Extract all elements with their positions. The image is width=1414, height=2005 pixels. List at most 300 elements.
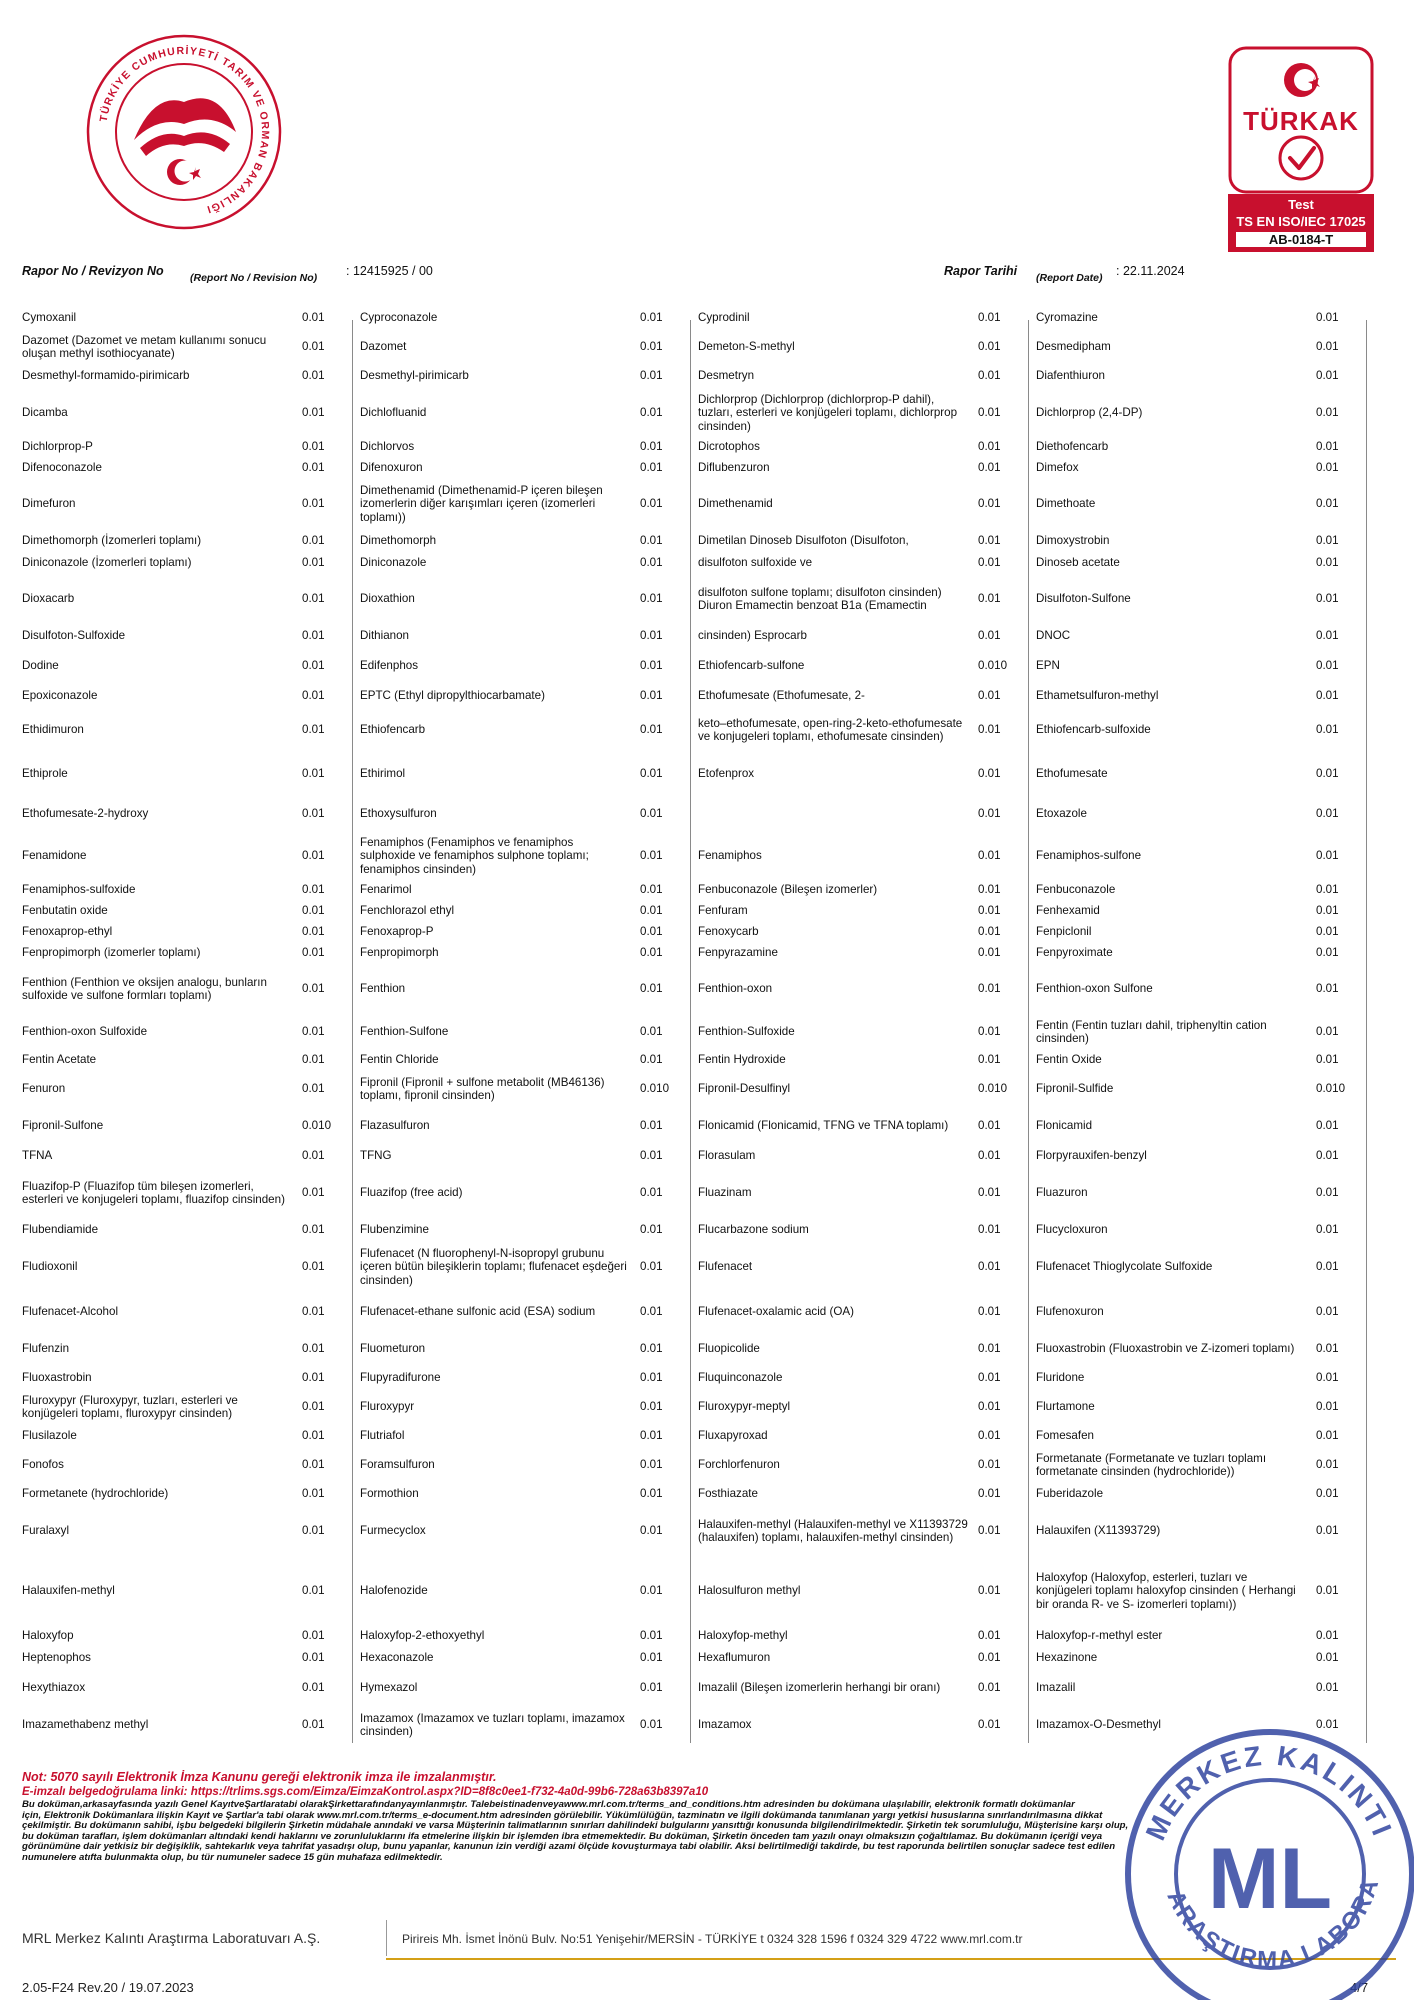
disclaimer-line: çekilmiştir. Bu dokümanın sahibi, işbu belgedeki bilgilerin Şirketin müdahale anındaki ve varsa Müşterinin talimatlarının sınırları dahilindeki bulgularını yansıttığı konusunda bilgilendirilmektedir. Şirketin tek sorumluluğu, Müşterisine karşı olup, [22,1820,1129,1832]
limit-value: 0.01 [640,1053,663,1067]
analyte-name: Dimoxystrobin [1036,534,1110,548]
disclaimer-line: numunelere atıfta bulunmakta olup, bu tür numuneler sadece 15 gün muhafaza edilmektedir. [22,1851,443,1863]
limit-value: 0.01 [640,924,663,938]
limit-value: 0.01 [1316,534,1339,548]
analyte-name: Flufenoxuron [1036,1305,1104,1319]
limit-value: 0.01 [302,1025,325,1039]
analyte-name: Florpyrauxifen-benzyl [1036,1149,1147,1163]
analyte-name: disulfoton sulfone toplamı; disulfoton cinsinden) Diuron Emamectin benzoat B1a (Emamectin [698,585,942,612]
analyte-name: Dazomet (Dazomet ve metam kullanımı sonucu oluşan methyl isothiocyanate) [22,333,267,360]
limit-value: 0.01 [640,945,663,959]
limit-value: 0.01 [640,723,663,737]
analyte-name: Fluquinconazole [698,1371,783,1385]
analyte-name: Fludioxonil [22,1260,78,1274]
limit-value: 0.01 [1316,767,1339,781]
turkak-line3: AB-0184-T [1236,232,1366,247]
analyte-name: Dimethenamid (Dimethenamid-P içeren bileşen izomerlerin diğer karışımları içeren (izomerleri toplamı)) [360,483,603,524]
form-code: 2.05-F24 Rev.20 / 19.07.2023 [22,1980,194,1995]
limit-value: 0.01 [978,982,1001,996]
limit-value: 0.01 [978,1429,1001,1443]
analyte-name: Dichlorprop-P [22,439,93,453]
analyte-name: Fenamiphos-sulfoxide [22,882,136,896]
limit-value: 0.01 [1316,1524,1339,1538]
analyte-name: Fluazuron [1036,1186,1088,1200]
analyte-name: EPTC (Ethyl dipropylthiocarbamate) [360,689,545,703]
analyte-name: Fenbuconazole [1036,882,1116,896]
analyte-name: Hexaconazole [360,1651,434,1665]
laboratory-stamp [1118,1708,1414,2000]
limit-value: 0.01 [640,1260,663,1274]
limit-value: 0.01 [1316,555,1339,569]
limit-value: 0.01 [640,982,663,996]
analyte-name: Diethofencarb [1036,439,1109,453]
limit-value: 0.01 [1316,903,1339,917]
analyte-name: DNOC [1036,629,1071,643]
analyte-name: Imazamox (Imazamox ve tuzları toplamı, imazamox cinsinden) [360,1711,625,1738]
limit-value: 0.01 [978,369,1001,383]
analyte-name: Fluxapyroxad [698,1429,768,1443]
signature-note: Not: 5070 sayılı Elektronik İmza Kanunu gereği elektronik imza ile imzalanmıştır. [22,1770,497,1784]
limit-value: 0.01 [302,924,325,938]
report-no-sub: (Report No / Revision No) [190,272,318,284]
analyte-name: Diflubenzuron [698,460,770,474]
analyte-name: Fluroxypyr [360,1400,415,1414]
footer-divider [386,1920,387,1956]
limit-value: 0.01 [302,1487,325,1501]
limit-value: 0.01 [1316,1119,1339,1133]
limit-value: 0.01 [978,534,1001,548]
limit-value: 0.01 [1316,1305,1339,1319]
limit-value: 0.01 [978,723,1001,737]
analyte-name: Fipronil-Sulfide [1036,1082,1114,1096]
limit-value: 0.01 [640,1429,663,1443]
limit-value: 0.01 [302,534,325,548]
analyte-name: cinsinden) Esprocarb [698,629,807,643]
svg-text:TÜRKİYE CUMHURİYETİ TARIM VE O: TÜRKİYE CUMHURİYETİ TARIM VE ORMAN BAKANLIĞI [97,44,272,216]
analyte-name: Fentin Chloride [360,1053,439,1067]
analyte-name: Dazomet [360,340,407,354]
limit-value: 0.01 [1316,1025,1339,1039]
analyte-name: Desmethyl-formamido-pirimicarb [22,369,190,383]
limit-value: 0.01 [640,659,663,673]
limit-value: 0.01 [640,439,663,453]
analyte-name: Dioxacarb [22,592,75,606]
limit-value: 0.01 [640,1651,663,1665]
report-date-sub: (Report Date) [1036,272,1103,284]
analyte-name: Fenhexamid [1036,903,1100,917]
disclaimer-line: görünümüne dair yetkisiz bir değişiklik, sahtekarlık veya tahrifat yasadışı olup, bunu yapanlar, kanunun izin verdiği azami ölçüde kovuşturmaya tabi olabilir. Aksi belirtilmediği takdirde, bu test raporunda belirtilen sonuçlar sadece test edilen [22,1841,1116,1853]
limit-value: 0.01 [302,723,325,737]
analyte-name: Fosthiazate [698,1487,758,1501]
analyte-name: Dithianon [360,629,409,643]
limit-value: 0.01 [978,1223,1001,1237]
analyte-name: Imazamox-O-Desmethyl [1036,1718,1161,1732]
analyte-name: Fluroxypyr (Fluroxypyr, tuzları, esterleri ve konjügeleri toplamı, fluroxypyr cinsinden) [22,1393,238,1420]
limit-value: 0.01 [978,460,1001,474]
analyte-name: Fluroxypyr-meptyl [698,1400,791,1414]
limit-value: 0.01 [302,1718,325,1732]
analyte-name: Cyromazine [1036,311,1098,325]
limit-value: 0.01 [1316,460,1339,474]
analyte-name: Desmethyl-pirimicarb [360,369,469,383]
report-date-value: : 22.11.2024 [1116,264,1185,278]
analyte-name: TFNG [360,1149,392,1163]
column-divider [690,320,691,1743]
turkak-accreditation-logo [1228,46,1374,256]
analyte-name: Imazamox [698,1718,752,1732]
limit-value: 0.01 [640,629,663,643]
analyte-name: Flonicamid [1036,1119,1093,1133]
analyte-name: Imazalil [1036,1681,1076,1695]
analyte-name: Dicamba [22,406,68,420]
limit-value: 0.01 [302,807,325,821]
footer-company: MRL Merkez Kalıntı Araştırma Laboratuvarı A.Ş. [22,1930,321,1946]
analyte-name: Flufenacet [698,1260,753,1274]
analyte-name: Etoxazole [1036,807,1087,821]
limit-value: 0.01 [640,1524,663,1538]
analyte-name: Fentin Hydroxide [698,1053,786,1067]
analyte-name: Dimefuron [22,497,76,511]
stamp-initials: ML [1207,1831,1333,1927]
analyte-name: Furmecyclox [360,1524,426,1538]
analyte-name: Ethidimuron [22,723,84,737]
limit-value: 0.01 [302,1651,325,1665]
limit-value: 0.01 [978,340,1001,354]
limit-value: 0.01 [978,311,1001,325]
limit-value: 0.010 [640,1082,670,1096]
limit-value: 0.01 [302,1458,325,1472]
analyte-name: Haloxyfop-2-ethoxyethyl [360,1629,485,1643]
limit-value: 0.01 [302,982,325,996]
analyte-name: Fenthion (Fenthion ve oksijen analogu, bunların sulfoxide ve sulfone formları toplamı) [22,975,267,1002]
limit-value: 0.01 [1316,1487,1339,1501]
analyte-name: Dichlorprop (Dichlorprop (dichlorprop-P dahil), tuzları, esterleri ve konjügeleri toplamı, dichlorprop cinsinden) [698,392,958,433]
limit-value: 0.01 [1316,406,1339,420]
limit-value: 0.01 [978,1186,1001,1200]
limit-value: 0.01 [1316,1584,1339,1598]
analyte-name: Fipronil (Fipronil + sulfone metabolit (MB46136) toplamı, fipronil cinsinden) [360,1075,605,1102]
limit-value: 0.01 [978,1025,1001,1039]
analyte-name: Fenchlorazol ethyl [360,903,455,917]
analyte-name: Dichlofluanid [360,406,427,420]
limit-value: 0.01 [640,1025,663,1039]
analyte-name: Haloxyfop [22,1629,74,1643]
limit-value: 0.01 [1316,945,1339,959]
ministry-seal-logo [84,32,284,232]
analyte-name: Fenamiphos (Fenamiphos ve fenamiphos sulphoxide ve fenamiphos sulphone toplamı; fenamiphos cinsinden) [360,835,589,876]
limit-value: 0.01 [640,1342,663,1356]
limit-value: 0.01 [302,1149,325,1163]
limit-value: 0.01 [302,1629,325,1643]
footer-address: Pirireis Mh. İsmet İnönü Bulv. No:51 Yenişehir/MERSİN - TÜRKİYE t 0324 328 1596 f 0324 329 4722 www.mrl.com.tr [402,1932,1023,1946]
analyte-name: Forchlorfenuron [698,1458,780,1472]
analyte-name: Cyproconazole [360,311,438,325]
column-divider [352,320,353,1743]
limit-value: 0.01 [302,592,325,606]
limit-value: 0.01 [978,849,1001,863]
limit-value: 0.01 [640,767,663,781]
limit-value: 0.01 [640,1400,663,1414]
analyte-name: Dimethomorph (İzomerleri toplamı) [22,534,202,548]
limit-value: 0.01 [1316,1718,1339,1732]
limit-value: 0.01 [978,555,1001,569]
analyte-name: Halauxifen-methyl [22,1584,115,1598]
analyte-name: Fenamidone [22,849,87,863]
limit-value: 0.01 [302,629,325,643]
analyte-name: Dioxathion [360,592,415,606]
analyte-name: Fluoxastrobin (Fluoxastrobin ve Z-izomeri toplamı) [1036,1342,1295,1356]
turkak-name: TÜRKAK [1243,106,1359,136]
limit-value: 0.01 [1316,1429,1339,1443]
analyte-name: Ethametsulfuron-methyl [1036,689,1159,703]
limit-value: 0.01 [302,497,325,511]
analyte-name: Flutriafol [360,1429,405,1443]
analyte-name: Hymexazol [360,1681,418,1695]
analyte-name: Flonicamid (Flonicamid, TFNG ve TFNA toplamı) [698,1119,949,1133]
limit-value: 0.01 [640,534,663,548]
analyte-name: Fonofos [22,1458,64,1472]
analyte-name: Ethiofencarb [360,723,426,737]
analyte-name: Hexazinone [1036,1651,1098,1665]
analyte-name: Fipronil-Sulfone [22,1119,104,1133]
limit-value: 0.01 [302,1260,325,1274]
limit-value: 0.01 [640,1718,663,1732]
analyte-name: Flufenacet-ethane sulfonic acid (ESA) sodium [360,1305,596,1319]
analyte-name: Ethofumesate [1036,767,1108,781]
analyte-name: Fenpyrazamine [698,945,778,959]
limit-value: 0.01 [640,1119,663,1133]
analyte-name: Furalaxyl [22,1524,70,1538]
limit-value: 0.01 [302,369,325,383]
limit-value: 0.01 [302,903,325,917]
analyte-name: Desmedipham [1036,340,1111,354]
limit-value: 0.01 [1316,1260,1339,1274]
limit-value: 0.01 [302,406,325,420]
limit-value: 0.01 [640,497,663,511]
limit-value: 0.01 [1316,1681,1339,1695]
limit-value: 0.01 [640,1681,663,1695]
limit-value: 0.01 [1316,807,1339,821]
limit-value: 0.01 [640,406,663,420]
analyte-name: TFNA [22,1149,53,1163]
analyte-name: Ethirimol [360,767,406,781]
analyte-name: Fenoxaprop-ethyl [22,924,113,938]
analyte-name: Flufenacet-oxalamic acid (OA) [698,1305,854,1319]
analyte-name: Fenamiphos-sulfone [1036,849,1142,863]
analyte-name: Haloxyfop (Haloxyfop, esterleri, tuzları ve konjügeleri toplamı haloxyfop cinsinden ( Herhangi bir oranda R- ve S- izomerleri toplamı)) [1036,1570,1296,1611]
limit-value: 0.01 [1316,689,1339,703]
limit-value: 0.01 [302,1371,325,1385]
limit-value: 0.01 [1316,311,1339,325]
stamp-text-bottom: ARAŞTIRMA LABORA [1161,1875,1385,1975]
report-date-label: Rapor Tarihi [944,264,1018,278]
analyte-name: Fenthion-Sulfoxide [698,1025,795,1039]
analyte-name: Difenoxuron [360,460,423,474]
limit-value: 0.01 [1316,1149,1339,1163]
limit-value: 0.01 [1316,1629,1339,1643]
limit-value: 0.01 [978,1629,1001,1643]
disclaimer-line: bu doküman tarafları, işlem dokümanları altındaki kendi haklarını ve zorunluluklarını ifa etmelerine ilişkin bir işlemden ibra etmemektedir. Bu doküman, Şirketin önceden tam yazılı onayı olmaksızın çoğaltılamaz. Bu dokümanın içeriği veya [22,1830,1103,1842]
analyte-name: Haloxyfop-methyl [698,1629,788,1643]
analyte-name: Cymoxanil [22,311,77,325]
analyte-name: Fuberidazole [1036,1487,1104,1501]
limit-value: 0.01 [640,849,663,863]
limit-value: 0.01 [978,1681,1001,1695]
limit-value: 0.01 [302,1524,325,1538]
analyte-name: Haloxyfop-r-methyl ester [1036,1629,1163,1643]
limit-value: 0.01 [640,882,663,896]
analyte-name: Ethofumesate (Ethofumesate, 2- [698,689,865,703]
limit-value: 0.01 [978,1260,1001,1274]
analyte-name: Fomesafen [1036,1429,1094,1443]
limit-value: 0.01 [978,924,1001,938]
analyte-name: Flusilazole [22,1429,77,1443]
analyte-name: Fenthion-oxon Sulfone [1036,982,1153,996]
analyte-name: Diniconazole [360,555,427,569]
limit-value: 0.01 [640,1458,663,1472]
limit-value: 0.01 [1316,1053,1339,1067]
limit-value: 0.01 [1316,723,1339,737]
analyte-name: Foramsulfuron [360,1458,435,1472]
limit-value: 0.01 [978,1524,1001,1538]
limit-value: 0.01 [1316,982,1339,996]
analyte-name: Ethoxysulfuron [360,807,437,821]
limit-value: 0.01 [978,1342,1001,1356]
limit-value: 0.01 [302,1223,325,1237]
limit-value: 0.01 [302,1584,325,1598]
analyte-name: Fenamiphos [698,849,762,863]
limit-value: 0.01 [302,945,325,959]
analyte-name: Fenthion-oxon Sulfoxide [22,1025,148,1039]
limit-value: 0.01 [640,1223,663,1237]
limit-value: 0.01 [302,659,325,673]
limit-value: 0.01 [978,767,1001,781]
analyte-name: Hexaflumuron [698,1651,771,1665]
limit-value: 0.01 [640,1305,663,1319]
limit-value: 0.01 [302,439,325,453]
limit-value: 0.01 [302,1082,325,1096]
turkak-line2: TS EN ISO/IEC 17025 [1236,214,1366,229]
analyte-name: Ethiofencarb-sulfone [698,659,805,673]
analyte-name: Dimethomorph [360,534,437,548]
analyte-name: Etofenprox [698,767,755,781]
analyte-name: Dimethoate [1036,497,1096,511]
analyte-name: Fenuron [22,1082,66,1096]
analyte-name: Halosulfuron methyl [698,1584,801,1598]
limit-value: 0.01 [978,689,1001,703]
limit-value: 0.01 [640,1487,663,1501]
analyte-name: Flucycloxuron [1036,1223,1108,1237]
limit-value: 0.01 [1316,882,1339,896]
analyte-name: Formetanate (Formetanate ve tuzları toplamı formetanate cinsinden (hydrochloride)) [1036,1451,1267,1478]
analyte-name: Disulfoton-Sulfoxide [22,629,126,643]
analyte-name: Fluopicolide [698,1342,760,1356]
analyte-name: Fluazifop (free acid) [360,1186,463,1200]
limit-value: 0.01 [978,1718,1001,1732]
analyte-name: Dimetilan Dinoseb Disulfoton (Disulfoton, [698,534,909,548]
analyte-name: Cyprodinil [698,311,750,325]
limit-value: 0.01 [1316,924,1339,938]
analyte-name: keto–ethofumesate, open-ring-2-keto-ethofumesate ve konjugeleri toplamı, ethofumesate cinsinden) [698,716,963,743]
analyte-name: Fenoxaprop-P [360,924,434,938]
verify-link[interactable]: E-imzalı belgedoğrulama linki: https://trlims.sgs.com/Eimza/EimzaKontrol.aspx?ID=8f8c0ee1-f732-4a0d-99b6-728a63b8397a10 [22,1786,709,1798]
analyte-name: Flupyradifurone [360,1371,441,1385]
limit-value: 0.01 [978,439,1001,453]
analyte-name: Disulfoton-Sulfone [1036,592,1131,606]
limit-value: 0.01 [640,1371,663,1385]
analyte-name: Fentin Acetate [22,1053,97,1067]
limit-value: 0.01 [302,1681,325,1695]
limit-value: 0.01 [978,882,1001,896]
limit-value: 0.01 [978,406,1001,420]
limit-value: 0.01 [640,1186,663,1200]
limit-value: 0.01 [978,629,1001,643]
limit-value: 0.01 [302,849,325,863]
analyte-name: Heptenophos [22,1651,91,1665]
limit-value: 0.01 [302,340,325,354]
limit-value: 0.01 [1316,340,1339,354]
limit-value: 0.01 [640,340,663,354]
analyte-name: Dinoseb acetate [1036,555,1120,569]
analyte-name: Halofenozide [360,1584,428,1598]
limit-value: 0.01 [978,497,1001,511]
analyte-name: Fenoxycarb [698,924,759,938]
results-table [22,304,1402,1744]
analyte-name: Ethiofencarb-sulfoxide [1036,723,1151,737]
analyte-name: Fenthion [360,982,406,996]
analyte-name: Flufenacet Thioglycolate Sulfoxide [1036,1260,1213,1274]
limit-value: 0.01 [1316,629,1339,643]
limit-value: 0.01 [1316,592,1339,606]
analyte-name: Hexythiazox [22,1681,86,1695]
analyte-name: Diniconazole (İzomerleri toplamı) [22,555,192,569]
limit-value: 0.01 [978,1119,1001,1133]
report-no-value: : 12415925 / 00 [346,264,433,278]
analyte-name: Fluazifop-P (Fluazifop tüm bileşen izomerleri, esterleri ve konjugeleri toplamı, fluazifop cinsinden) [22,1179,285,1206]
limit-value: 0.01 [978,1487,1001,1501]
limit-value: 0.01 [640,807,663,821]
analyte-name: Florasulam [698,1149,756,1163]
analyte-name: Fluoxastrobin [22,1371,92,1385]
limit-value: 0.01 [302,1305,325,1319]
limit-value: 0.01 [302,311,325,325]
limit-value: 0.01 [1316,1651,1339,1665]
analyte-name: Fenpropimorph (izomerler toplamı) [22,945,201,959]
limit-value: 0.01 [1316,439,1339,453]
analyte-name: Demeton-S-methyl [698,340,795,354]
analyte-name: Dodine [22,659,59,673]
limit-value: 0.01 [640,311,663,325]
limit-value: 0.01 [302,555,325,569]
limit-value: 0.01 [640,1584,663,1598]
analyte-name: Flubenzimine [360,1223,429,1237]
analyte-name: Halauxifen (X11393729) [1036,1524,1161,1538]
limit-value: 0.01 [302,1400,325,1414]
limit-value: 0.010 [302,1119,332,1133]
analyte-name: Fenpiclonil [1036,924,1092,938]
limit-value: 0.010 [1316,1082,1346,1096]
analyte-name: Flazasulfuron [360,1119,430,1133]
limit-value: 0.01 [302,1186,325,1200]
limit-value: 0.01 [978,807,1001,821]
analyte-name: Dimethenamid [698,497,773,511]
limit-value: 0.01 [302,1053,325,1067]
limit-value: 0.01 [302,882,325,896]
analyte-name: Fentin (Fentin tuzları dahil, triphenyltin cation cinsinden) [1036,1018,1267,1045]
stamp-text-top: MERKEZ KALINTI [1139,1739,1399,1845]
analyte-name [698,795,968,833]
analyte-name: disulfoton sulfoxide ve [698,555,813,569]
